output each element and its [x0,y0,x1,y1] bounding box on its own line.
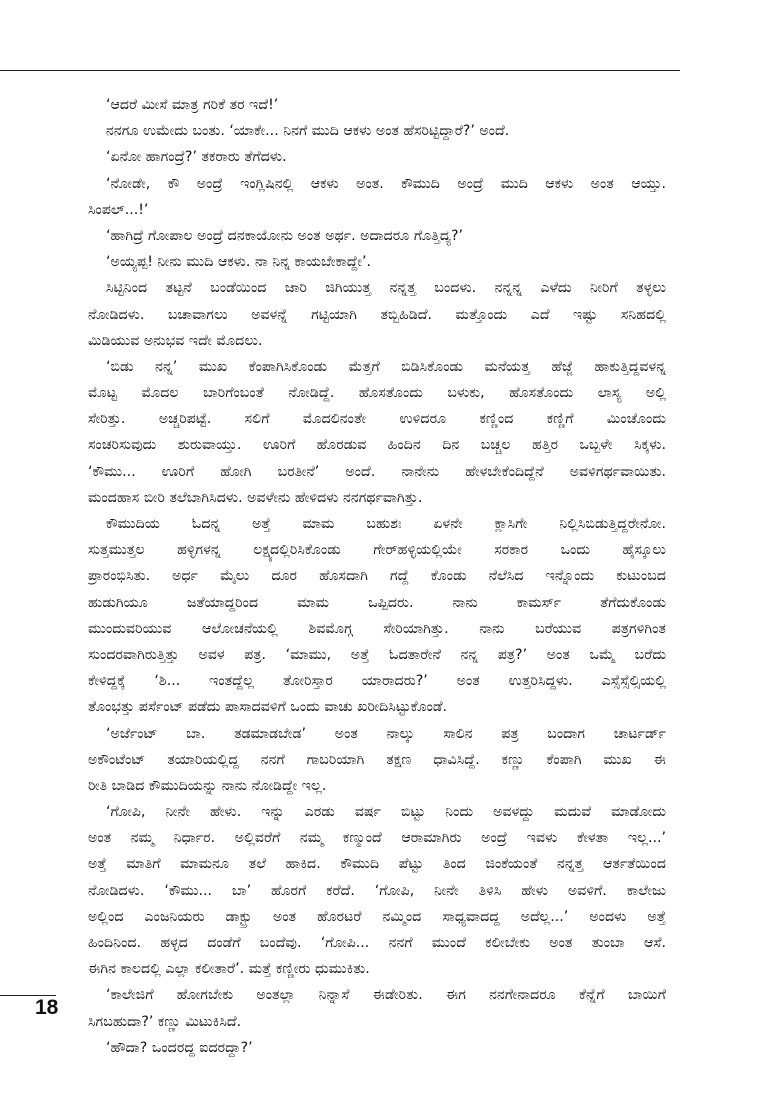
text-line: ಸಿಗಬಹುದಾ?’ ಕಣ್ಣು ಮಿಟುಕಿಸಿದೆ. [88,1013,242,1030]
text-line: ‘ಹೌದಾ? ಒಂದರದ್ದ ಐದರದ್ದಾ?’ [106,1039,253,1056]
page-number: 18 [35,996,59,1019]
text-line: ತೊಂಭತ್ತು ಪರ್ಸೆಂಟ್ ಪಡೆದು ಪಾಸಾದವಳಿಗೆ ಒಂದು ವಾಚು ಖರೀದಿಸಿಟ್ಟುಕೊಂಡೆ. [88,699,448,716]
text-line: ಅಲ್ಲಿಂದ ಎಂಜನಿಯರು ಡಾಕ್ಟ್ರು ಅಂತ ಹೊರಟರೆ ನಮ್ಮಿಂದ ಸಾಧ್ಯವಾದದ್ದ ಅದೆಲ್ಲ...’ ಅಂದಳು ಅತ್ತೆ [88,908,666,925]
text-line: ‘ಅಯ್ಯಪ್ಪ! ನೀನು ಮುದಿ ಆಕಳು. ನಾ ನಿನ್ನ ಕಾಯಬೇಕಾದ್ದೇ’. [106,254,372,271]
top-rule [0,70,680,71]
text-line: ಕೌಮುದಿಯ ಓದನ್ನ ಅತ್ತೆ ಮಾಮ ಬಹುಶಃ ಏಳನೇ ಕ್ಲಾಸಿಗೇ ನಿಲ್ಲಿಸಿಬಿಡುತ್ತಿದ್ದರೇನೋ. [106,516,666,532]
text-line: ಸಂಚರಿಸುವುದು ಶುರುವಾಯ್ತು. ಊರಿಗೆ ಹೊರಡುವ ಹಿಂದಿನ ದಿನ ಬಚ್ಚಲ ಹತ್ತಿರ ಒಬ್ಬಳೇ ಸಿಕ್ಕಳು. [88,437,666,454]
text-line: ಅಂತ ನಮ್ಮ ನಿರ್ಧಾರ. ಅಲ್ಲಿವರೆಗೆ ನಮ್ಮ ಕಣ್ಮುಂದೆ ಆರಾಮಾಗಿರು ಅಂದ್ರೆ ಇವಳು ಕೇಳತಾ ಇಲ್ಲ...’ [88,830,666,847]
text-line: ಪ್ರಾರಂಭಿಸಿತು. ಅರ್ಧ ಮೈಲು ದೂರ ಹೊಸದಾಗಿ ಗದ್ದೆ ಕೊಂಡು ನೆಲೆಸಿದ ಇನ್ನೊಂದು ಕುಟುಂಬದ [88,568,666,585]
text-line: ಸಿಂಪಲ್...!’ [88,201,149,218]
text-line: ‘ಕಾಲೇಜಿಗೆ ಹೋಗಬೇಕು ಅಂತಲ್ಲಾ ನಿನ್ನಾಸೆ ಈಡೇರಿತು. ಈಗ ನನಗೇನಾದರೂ ಕೆನ್ನೆಗೆ ಬಾಯಿಗೆ [106,987,666,1004]
text-line: ಅತ್ತೆ ಮಾತಿಗೆ ಮಾಮನೂ ತಲೆ ಹಾಕಿದ. ಕೌಮುದಿ ಪೆಟ್ಟು ತಿಂದ ಜಿಂಕೆಯಂತೆ ನನ್ನತ್ತ ಆರ್ತತೆಯಿಂದ [88,856,666,873]
text-line: ಮಂದಹಾಸ ಬೀರಿ ತಲೆಬಾಗಿಸಿದಳು. ಅವಳೇನು ಹೇಳಿದಳು ನನಗರ್ಥವಾಗಿತ್ತು. [88,489,423,506]
text-line: ‘ಅರ್ಜೆಂಟ್ ಬಾ. ತಡಮಾಡಬೇಡ’ ಅಂತ ನಾಲ್ಕು ಸಾಲಿನ ಪತ್ರ ಬಂದಾಗ ಚಾರ್ಟರ್ಡ್ [106,725,666,742]
text-line: ‘ಕೌಮು... ಊರಿಗೆ ಹೋಗಿ ಬರತೀನೆ’ ಅಂದೆ. ನಾನೇನು ಹೇಳಬೇಕೆಂದಿದ್ದೆನೆ ಅವಳಿಗರ್ಥವಾಯಿತು. [88,463,666,480]
text-line: ನನಗೂ ಉಮೇದು ಬಂತು. ‘ಯಾಕೇ... ನಿನಗೆ ಮುದಿ ಆಕಳು ಅಂತ ಹೆಸರಿಟ್ಟಿದ್ದಾರೆ?’ ಅಂದೆ. [106,123,510,140]
text-line: ‘ಆದರೆ ಮೀಸೆ ಮಾತ್ರ ಗರಿಕೆ ತರ ಇದೆ!’ [106,97,279,113]
text-line: ಹಿಂದಿನಿಂದ. ಹಳ್ಳದ ದಂಡೆಗೆ ಬಂದೆವು. ‘ಗೋಪಿ... ನನಗೆ ಮುಂದೆ ಕಲೀಬೇಕು ಅಂತ ತುಂಬಾ ಆಸೆ. [88,935,666,951]
text-line: ಈಗಿನ ಕಾಲದಲ್ಲಿ ಎಲ್ಲಾ ಕಲೀತಾರೆ’. ಮತ್ತೆ ಕಣ್ಣೀರು ಧುಮುಕಿತು. [88,961,370,978]
text-line: ನೋಡಿದಳು. ಬಚಾವಾಗಲು ಅವಳನ್ನೆ ಗಟ್ಟಿಯಾಗಿ ತಬ್ಬಿಹಿಡಿದೆ. ಮತ್ತೊಂದು ಎದೆ ಇಷ್ಟು ಸನಿಹದಲ್ಲಿ [88,306,666,323]
text-line: ‘ಬಿಡು ನನ್ನ’ ಮುಖ ಕೆಂಪಾಗಿಸಿಕೊಂಡು ಮೆತ್ತಗೆ ಬಿಡಿಸಿಕೊಂಡು ಮನೆಯತ್ತ ಹೆಜ್ಜೆ ಹಾಕುತ್ತಿದ್ದವಳನ್ನ [106,358,666,375]
text-line: ಮೊಟ್ಟ ಮೊದಲ ಬಾರಿಗೆಂಬಂತೆ ನೋಡಿದ್ದೆ. ಹೊಸತೊಂದು ಬಳುಕು, ಹೊಸತೊಂದು ಲಾಸ್ಯ ಅಲ್ಲಿ [88,385,666,402]
text-line: ಸೇರಿತ್ತು. ಅಚ್ಚರಿಪಟ್ಟೆ. ಸಲಿಗೆ ಮೊದಲಿನಂತೇ ಉಳಿದರೂ ಕಣ್ಣಿಂದ ಕಣ್ಣಿಗೆ ಮಿಂಚೊಂದು [88,411,666,428]
text-line: ‘ನೋಡೇ, ಕೌ ಅಂದ್ರೆ ಇಂಗ್ಲಿಷಿನಲ್ಲಿ ಆಕಳು ಅಂತ. ಕೌಮುದಿ ಅಂದ್ರೆ ಮುದಿ ಆಕಳು ಅಂತ ಆಯ್ತು. [106,175,666,192]
text-line: ನೋಡಿದಳು. ‘ಕೌಮು... ಬಾ’ ಹೊರಗೆ ಕರೆದೆ. ‘ಗೋಪಿ, ನೀನೇ ತಿಳಿಸಿ ಹೇಳು ಅವಳಿಗೆ. ಕಾಲೇಜು [88,882,666,899]
text-line: ಕೇಳಿದ್ದಕ್ಕೆ ‘ಶಿ... ಇಂತದ್ದೆಲ್ಲ ತೋರಿಸ್ತಾರ ಯಾರಾದರು?’ ಅಂತ ಉತ್ತರಿಸಿದ್ದಳು. ಎಸ್ಸೆಸ್ಸೆಲ್ಸಿಯಲ್ಲಿ [88,673,666,690]
body-text [88,92,666,1061]
text-line: ‘ಗೋಪಿ, ನೀನೇ ಹೇಳು. ಇನ್ನು ಎರಡು ವರ್ಷ ಬಿಟ್ಟು ನಿಂದು ಅವಳದ್ದು ಮದುವೆ ಮಾಡೋದು [106,804,666,821]
text-line: ಸಿಟ್ಟಿನಿಂದ ತಟ್ಟನೆ ಬಂಡೆಯಿಂದ ಜಾರಿ ಜಿಗಿಯುತ್ತ ನನ್ನತ್ತ ಬಂದಳು. ನನ್ನನ್ನ ಎಳೆದು ನೀರಿಗೆ ತಳ್ಳಲು [106,280,666,297]
text-line: ಹುಡುಗಿಯೂ ಜತೆಯಾದ್ದರಿಂದ ಮಾಮ ಒಪ್ಪಿದರು. ನಾನು ಕಾಮರ್ಸ್ ತೆಗೆದುಕೊಂಡು [88,594,666,611]
text-line: ಮಿಡಿಯುವ ಅನುಭವ ಇದೇ ಮೊದಲು. [88,332,263,349]
text-line: ಸುಂದರವಾಗಿರುತ್ತಿತ್ತು ಅವಳ ಪತ್ರ. ‘ಮಾಮು, ಅತ್ತೆ ಓದತಾರೇನೆ ನನ್ನ ಪತ್ರ?’ ಅಂತ ಒಮ್ಮೆ ಬರೆದು [88,646,666,663]
text-line: ಅಕೌಂಟೆಂಟ್ ತಯಾರಿಯಲ್ಲಿದ್ದ ನನಗೆ ಗಾಬರಿಯಾಗಿ ತಕ್ಷಣ ಧಾವಿಸಿದ್ದೆ. ಕಣ್ಣು ಕೆಂಪಾಗಿ ಮುಖ ಈ [88,751,666,768]
text-line: ರೀತಿ ಬಾಡಿದ ಕೌಮುದಿಯನ್ನು ನಾನು ನೋಡಿದ್ದೇ ಇಲ್ಲ. [88,777,327,794]
text-line: ‘ಏನೋ ಹಾಗಂದ್ರೆ?’ ತಕರಾರು ತೆಗೆದಳು. [106,149,287,166]
text-line: ಮುಂದುವರಿಯುವ ಆಲೋಚನೆಯಲ್ಲಿ ಶಿವಮೊಗ್ಗ ಸೇರಿಯಾಗಿತ್ತು. ನಾನು ಬರೆಯುವ ಪತ್ರಗಳಿಗಿಂತ [88,620,666,637]
text-line: ಸುತ್ತಮುತ್ತಲ ಹಳ್ಳಿಗಳನ್ನ ಲಕ್ಷ್ಯದಲ್ಲಿರಿಸಿಕೊಂಡು ಗೇರ್‌ಹಳ್ಳಿಯಲ್ಲಿಯೇ ಸರಕಾರ ಒಂದು ಹೈಸ್ಕೂಲು [88,542,666,559]
text-line: ‘ಹಾಗಿದ್ರೆ ಗೋಪಾಲ ಅಂದ್ರೆ ದನಕಾಯೋನು ಅಂತ ಅರ್ಥ. ಅದಾದರೂ ಗೊತ್ತಿದ್ಯ?’ [106,227,464,244]
